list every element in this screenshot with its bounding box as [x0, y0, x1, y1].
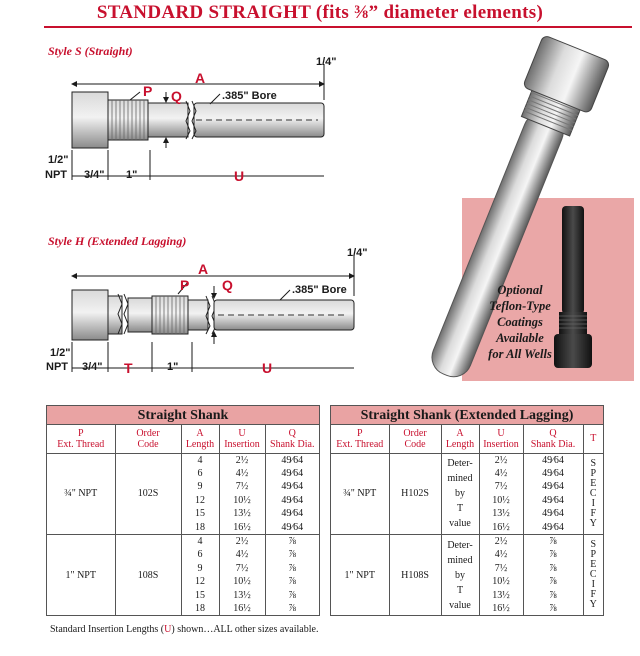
thread-cell: ¾" NPT [331, 453, 389, 534]
teflon-line: Coatings [497, 315, 543, 329]
style-h-label: Style H (Extended Lagging) [48, 234, 187, 248]
insertion-cell: 2½ 4½ 7½ 10½ 13½ 16½ [479, 453, 523, 534]
table-row [47, 453, 319, 534]
insertion-cell: 2½ 4½ 7½ 10½ 13½ 16½ [219, 534, 265, 615]
style-h-half: 1/2" [50, 347, 71, 359]
thread-cell: ¾" NPT [47, 453, 115, 534]
footnote: Standard Insertion Lengths (U) shown…ALL other sizes available. [50, 624, 319, 635]
t-specify-cell: S P E C I F Y [583, 453, 603, 534]
column-header: Order Code [389, 425, 441, 453]
teflon-line: Teflon-Type [489, 299, 551, 313]
thread-cell: 1" NPT [331, 534, 389, 615]
style-s-dim-u: U [234, 168, 245, 184]
length-cell: 4 6 9 12 15 18 [181, 534, 219, 615]
insertion-cell: 2½ 4½ 7½ 10½ 13½ 16½ [479, 534, 523, 615]
page-title: STANDARD STRAIGHT (fits ⅜” diameter elements) [96, 2, 544, 23]
column-header: Q Shank Dia. [265, 425, 319, 453]
column-header: U Insertion [479, 425, 523, 453]
style-s-dim-q: Q [171, 88, 182, 104]
style-h-drawing [72, 256, 354, 372]
column-header: A Length [441, 425, 479, 453]
teflon-line: for All Wells [488, 347, 552, 361]
style-s-half: 1/2" [48, 154, 69, 166]
style-s-one-inch: 1" [126, 169, 138, 181]
shank-dia-cell: 49⁄64 49⁄64 49⁄64 49⁄64 49⁄64 49⁄64 [523, 453, 583, 534]
t-specify-cell: S P E C I F Y [589, 539, 597, 611]
order-code-cell: 108S [115, 534, 181, 615]
style-h-quarter: 1/4" [347, 247, 368, 259]
straight-shank-table [46, 405, 320, 616]
teflon-line: Optional [497, 283, 543, 297]
thread-cell: 1" NPT [47, 534, 115, 615]
style-h-three-quarter: 3/4" [82, 361, 103, 373]
style-s-npt: NPT [45, 169, 67, 181]
teflon-coating-note [470, 282, 570, 362]
shank-dia-cell: ⅞ ⅞ ⅞ ⅞ ⅞ ⅞ [288, 535, 296, 614]
column-header: P Ext. Thread [47, 425, 115, 453]
table-row [47, 534, 319, 615]
table-title: Straight Shank (Extended Lagging) [331, 406, 603, 425]
column-header: P Ext. Thread [331, 425, 389, 453]
teflon-line: Available [496, 331, 544, 345]
style-s-quarter: 1/4" [316, 56, 337, 68]
style-h-npt: NPT [46, 361, 68, 373]
table-row [331, 453, 603, 534]
shank-dia-cell: ⅞ ⅞ ⅞ ⅞ ⅞ ⅞ [523, 534, 583, 615]
table-row [331, 534, 603, 615]
length-cell: Deter- mined by T value [441, 534, 479, 615]
style-h-one-inch: 1" [167, 361, 179, 373]
style-h-dim-t: T [124, 360, 133, 376]
style-s-label: Style S (Straight) [48, 44, 133, 58]
insertion-cell: 2½ 4½ 7½ 10½ 13½ 16½ [219, 453, 265, 534]
style-h-bore: .385" Bore [292, 284, 347, 296]
length-cell: 4 6 9 12 15 18 [181, 453, 219, 534]
column-header: T [583, 425, 603, 453]
order-code-cell: H102S [389, 453, 441, 534]
style-s-dim-p: P [143, 83, 153, 99]
column-header: Q Shank Dia. [523, 425, 583, 453]
column-header: A Length [181, 425, 219, 453]
style-s-dim-a: A [195, 70, 206, 86]
order-code-cell: 102S [115, 453, 181, 534]
length-cell: Deter- mined by T value [441, 453, 479, 534]
style-h-dim-p: P [180, 277, 190, 293]
table-title: Straight Shank [47, 406, 319, 425]
style-h-dim-a: A [198, 261, 209, 277]
order-code-cell: H108S [389, 534, 441, 615]
shank-dia-cell: 49⁄64 49⁄64 49⁄64 49⁄64 49⁄64 49⁄64 [265, 453, 319, 534]
style-s-three-quarter: 3/4" [84, 169, 105, 181]
style-h-dim-u: U [262, 360, 273, 376]
style-s-bore: .385" Bore [222, 90, 277, 102]
style-h-dim-q: Q [222, 277, 233, 293]
extended-lagging-table [330, 405, 604, 616]
column-header: Order Code [115, 425, 181, 453]
column-header: U Insertion [219, 425, 265, 453]
